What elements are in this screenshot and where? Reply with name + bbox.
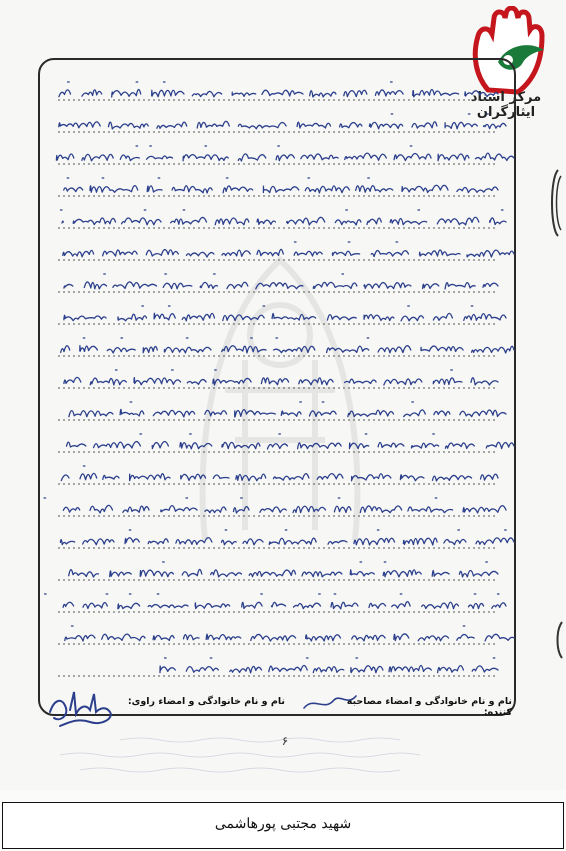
page-number: ۶ — [281, 734, 289, 748]
margin-bracket-mark-lower — [554, 620, 564, 660]
caption-box — [2, 802, 564, 849]
interviewer-signature — [300, 688, 360, 714]
interviewer-signature-label: نام و نام خانوادگی و امضاء مصاحبه کننده: — [346, 696, 512, 718]
martyr-name-caption: شهید مجتبی پورهاشمی — [214, 816, 352, 832]
narrator-signature — [40, 682, 126, 732]
archive-logo-text: مرکز اسناد ایثارگران — [470, 90, 542, 120]
narrator-signature-label: نام و نام خانوادگی و امضاء راوی: — [127, 696, 285, 707]
margin-bracket-mark — [548, 168, 562, 238]
ruled-lines — [58, 80, 498, 680]
